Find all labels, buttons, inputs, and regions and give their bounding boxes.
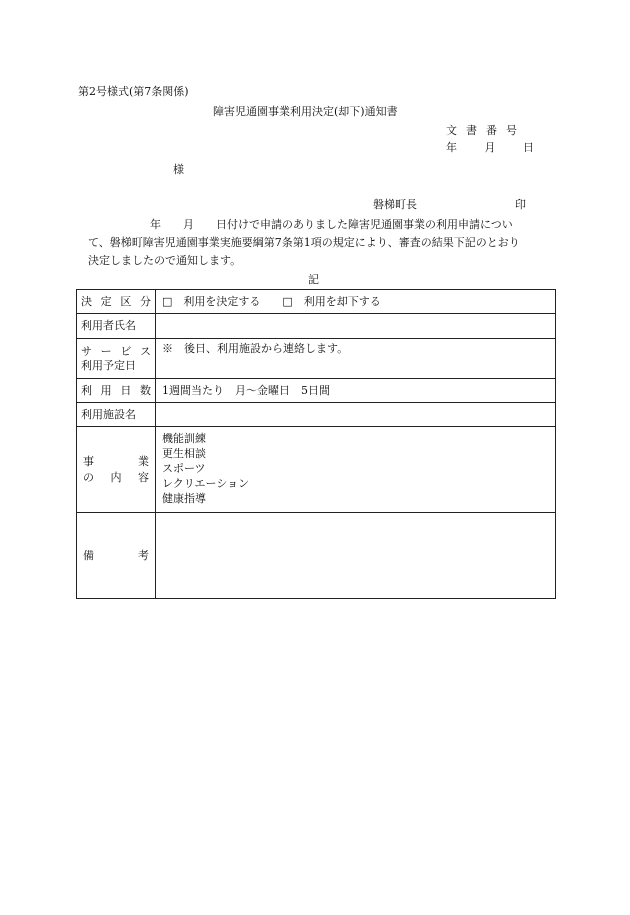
row-service-date [77,339,556,379]
service-label-2: 利用予定日 [81,358,136,372]
remarks-value [156,513,556,599]
user-name-value [156,314,556,339]
content-items [156,427,556,513]
content-item: 更生相談 [162,447,206,460]
service-label-cell [77,339,156,379]
body-line-2: て、磐梯町障害児通園事業実施要綱第7条第1項の規定により、審査の結果下記のとおり [88,236,520,249]
decision-table [76,289,556,599]
row-remarks [77,513,556,599]
decision-label-cell [77,290,156,314]
content-item: 機能訓練 [162,432,206,445]
remarks-label-cell [77,513,156,599]
content-label-1: 事 業 [83,454,149,468]
body-line-3: 決定しましたので通知します。 [88,254,242,267]
decision-label: 決 定 区 分 [81,294,151,308]
document-title: 障害児通園事業利用決定(却下)通知書 [213,105,398,118]
content-label-cell [77,427,156,513]
content-item: 健康指導 [162,492,206,505]
date-label: 年 月 日 [446,141,534,154]
content-item: レクリエーション [162,477,250,490]
days-label-cell [77,379,156,403]
row-content [77,427,556,513]
row-days [77,379,556,403]
days-label: 利 用 日 数 [81,383,151,397]
user-name-label: 利用者氏名 [77,314,156,339]
content-item: スポーツ [162,462,206,475]
row-decision [77,290,556,314]
doc-number-label: 文書番号 [446,124,526,137]
service-label-1: サ ー ビ ス [81,344,151,358]
ki-mark: 記 [308,273,319,286]
seal-mark: 印 [515,198,526,211]
days-value: 1週間当たり 月〜金曜日 5日間 [156,379,556,403]
content-label-2: の 内 容 [83,470,149,484]
addressee-suffix: 様 [173,163,184,176]
decision-value: □ 利用を決定する □ 利用を却下する [156,290,556,314]
row-facility [77,403,556,427]
facility-value [156,403,556,427]
row-user-name [77,314,556,339]
body-line-1: 年 月 日付けで申請のありました障害児通園事業の利用申請につい [150,218,513,231]
remarks-label: 備 考 [83,548,149,562]
issuer-name: 磐梯町長 [373,198,417,211]
date-line [446,141,534,155]
facility-label: 利用施設名 [77,403,156,427]
form-number: 第2号様式(第7条関係) [78,85,189,98]
service-value: ※ 後日、利用施設から連絡します。 [156,339,556,379]
